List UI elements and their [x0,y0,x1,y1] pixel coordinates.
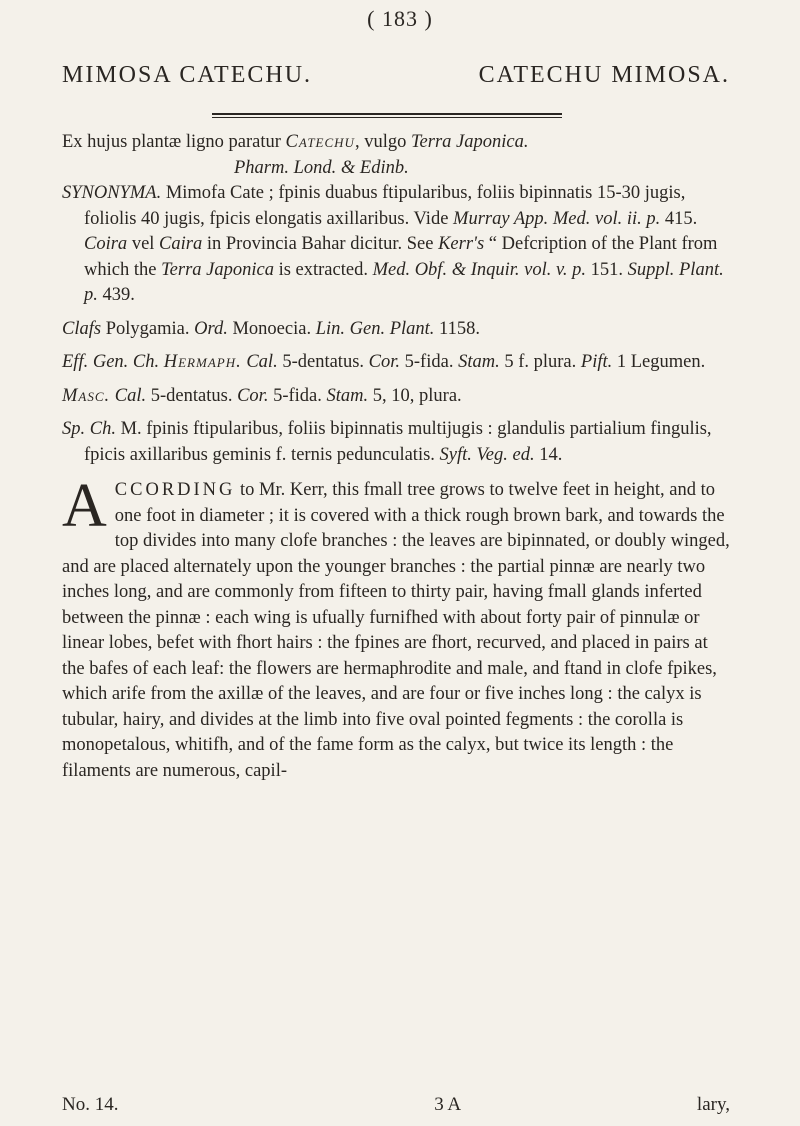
masc-stam-label: Stam. [326,385,369,406]
syn-suppl: Suppl. Plant. p. [84,259,724,305]
header-right: CATECHU MIMOSA. [478,62,730,88]
masc-cal-label: Cal. [114,385,147,406]
syn-kerr: Kerr's [438,234,485,254]
cal-label: Cal. [246,352,278,372]
syn-caira: Caira [159,234,203,254]
masc-cor-value: 5-fida. [268,385,327,406]
masc-cal-value: 5-dentatus. [146,385,238,406]
ex-paragraph [62,130,730,181]
syn-text-1: Mimofa Cate ; fpinis duabus ftipularibus, foliis bipinnatis 15-30 jugis, foliolis 40 jugis, fpicis elongatis axillaribus. Vide [84,183,686,229]
syn-text-7: 151. [585,259,628,280]
clafs-label: Clafs [62,318,102,339]
synonyma-heading: SYNONYMA. [62,183,162,203]
cor-label: Cor. [368,352,401,372]
running-header [62,62,730,89]
ord-value: Monoecia. [227,318,316,339]
ex-catechu: Catechu [285,132,355,152]
page-number: ( 183 ) [367,6,433,31]
main-paragraph [62,472,730,784]
syn-text-4: in Provincia Bahar dicitur. See [202,234,439,254]
syn-murray: Murray App. Med. vol. ii. p. [453,208,661,229]
syn-text-3: vel [127,234,160,254]
page-footer [62,1094,730,1116]
lead-word: CCORDING [114,480,236,500]
signature-mark: 3 A [434,1094,462,1115]
issue-number: No. 14. [62,1094,119,1115]
lin-num: 1158. [434,318,480,339]
stam-label: Stam. [458,352,500,372]
header-rule [212,113,562,120]
catchword: lary, [696,1094,730,1115]
ex-pharm: Pharm. Lond. & Edinb. [234,157,409,178]
syn-text-5: “ Defcription of the Plant from which the [84,234,718,280]
page-body [62,130,730,784]
header-left: MIMOSA CATECHU. [62,62,313,88]
syn-terra: Terra Japonica [161,259,274,280]
syft-ref: Syft. Veg. ed. [439,444,535,465]
drop-cap: A [62,472,107,540]
syn-text-2: 415. [660,208,698,229]
ex-text: Ex hujus plantæ ligno paratur [62,132,286,152]
cal-value: 5-dentatus. [277,352,369,372]
sp-label: Sp. Ch. [62,419,116,439]
pift-value: 1 Legumen. [612,352,706,372]
main-text: to Mr. Kerr, this fmall tree grows to twelve feet in height, and to one foot in diameter ; it is covered with a thick rough brown bark, and towards the top divides into many clofe branches : the leaves are bipinnated, or doubly winged, and are placed alternately upon the younger branches : the partial pinnæ are nearly two inches long, and are commonly from fifteen to thirty pair, having fmall glands inferted between the pinnæ : each wing is ufually furnifhed with about forty pair of pinnulæ or linear lobes, befet with fhort hairs : the fpines are fhort, recurved, and placed in pairs at the bafes of each leaf: the flowers are hermaphrodite and male, and ftand in clofe fpikes, which arife from the axillæ of the leaves, and are four or five inches long : the calyx is tubular, hairy, and divides at the limb into five oval pointed fegments : the corolla is monopetalous, whitifh, and of the fame form as the calyx, but twice its length : the filaments are numerous, capil- [62,480,730,781]
ex-terra-japonica: Terra Japonica. [410,132,529,152]
masc-stam-value: 5, 10, plura. [368,385,462,406]
clafs-value: Polygamia. [101,318,195,339]
lin-ref: Lin. Gen. Plant. [315,318,435,339]
sp-text: M. fpinis ftipularibus, foliis bipinnatis multijugis : glandulis partialium fingulis, fpicis axillaribus geminis f. ternis pedunculatis. [84,419,712,465]
cor-value: 5-fida. [400,352,459,372]
sp-ch [62,417,730,468]
stam-value: 5 f. plura. [499,352,581,372]
pift-label: Pift. [580,352,613,372]
syn-coira: Coira [84,234,128,254]
syn-text-6: is extracted. [273,259,373,280]
ex-text-2: , vulgo [354,132,411,152]
syft-num: 14. [534,444,563,465]
eff-gen-ch [62,350,730,376]
eff-label: Eff. Gen. Ch. [62,352,160,372]
masc-label: Masc. [62,385,111,406]
masc-cor-label: Cor. [237,385,269,406]
ord-label: Ord. [194,318,228,339]
clafs-line [62,317,730,343]
syn-med: Med. Obf. & Inquir. vol. v. p. [372,259,586,280]
syn-text-8: 439. [97,285,135,305]
synonyma-paragraph [62,181,730,309]
masc-line [62,384,730,410]
hermaph-label: Hermaph. [163,352,242,372]
